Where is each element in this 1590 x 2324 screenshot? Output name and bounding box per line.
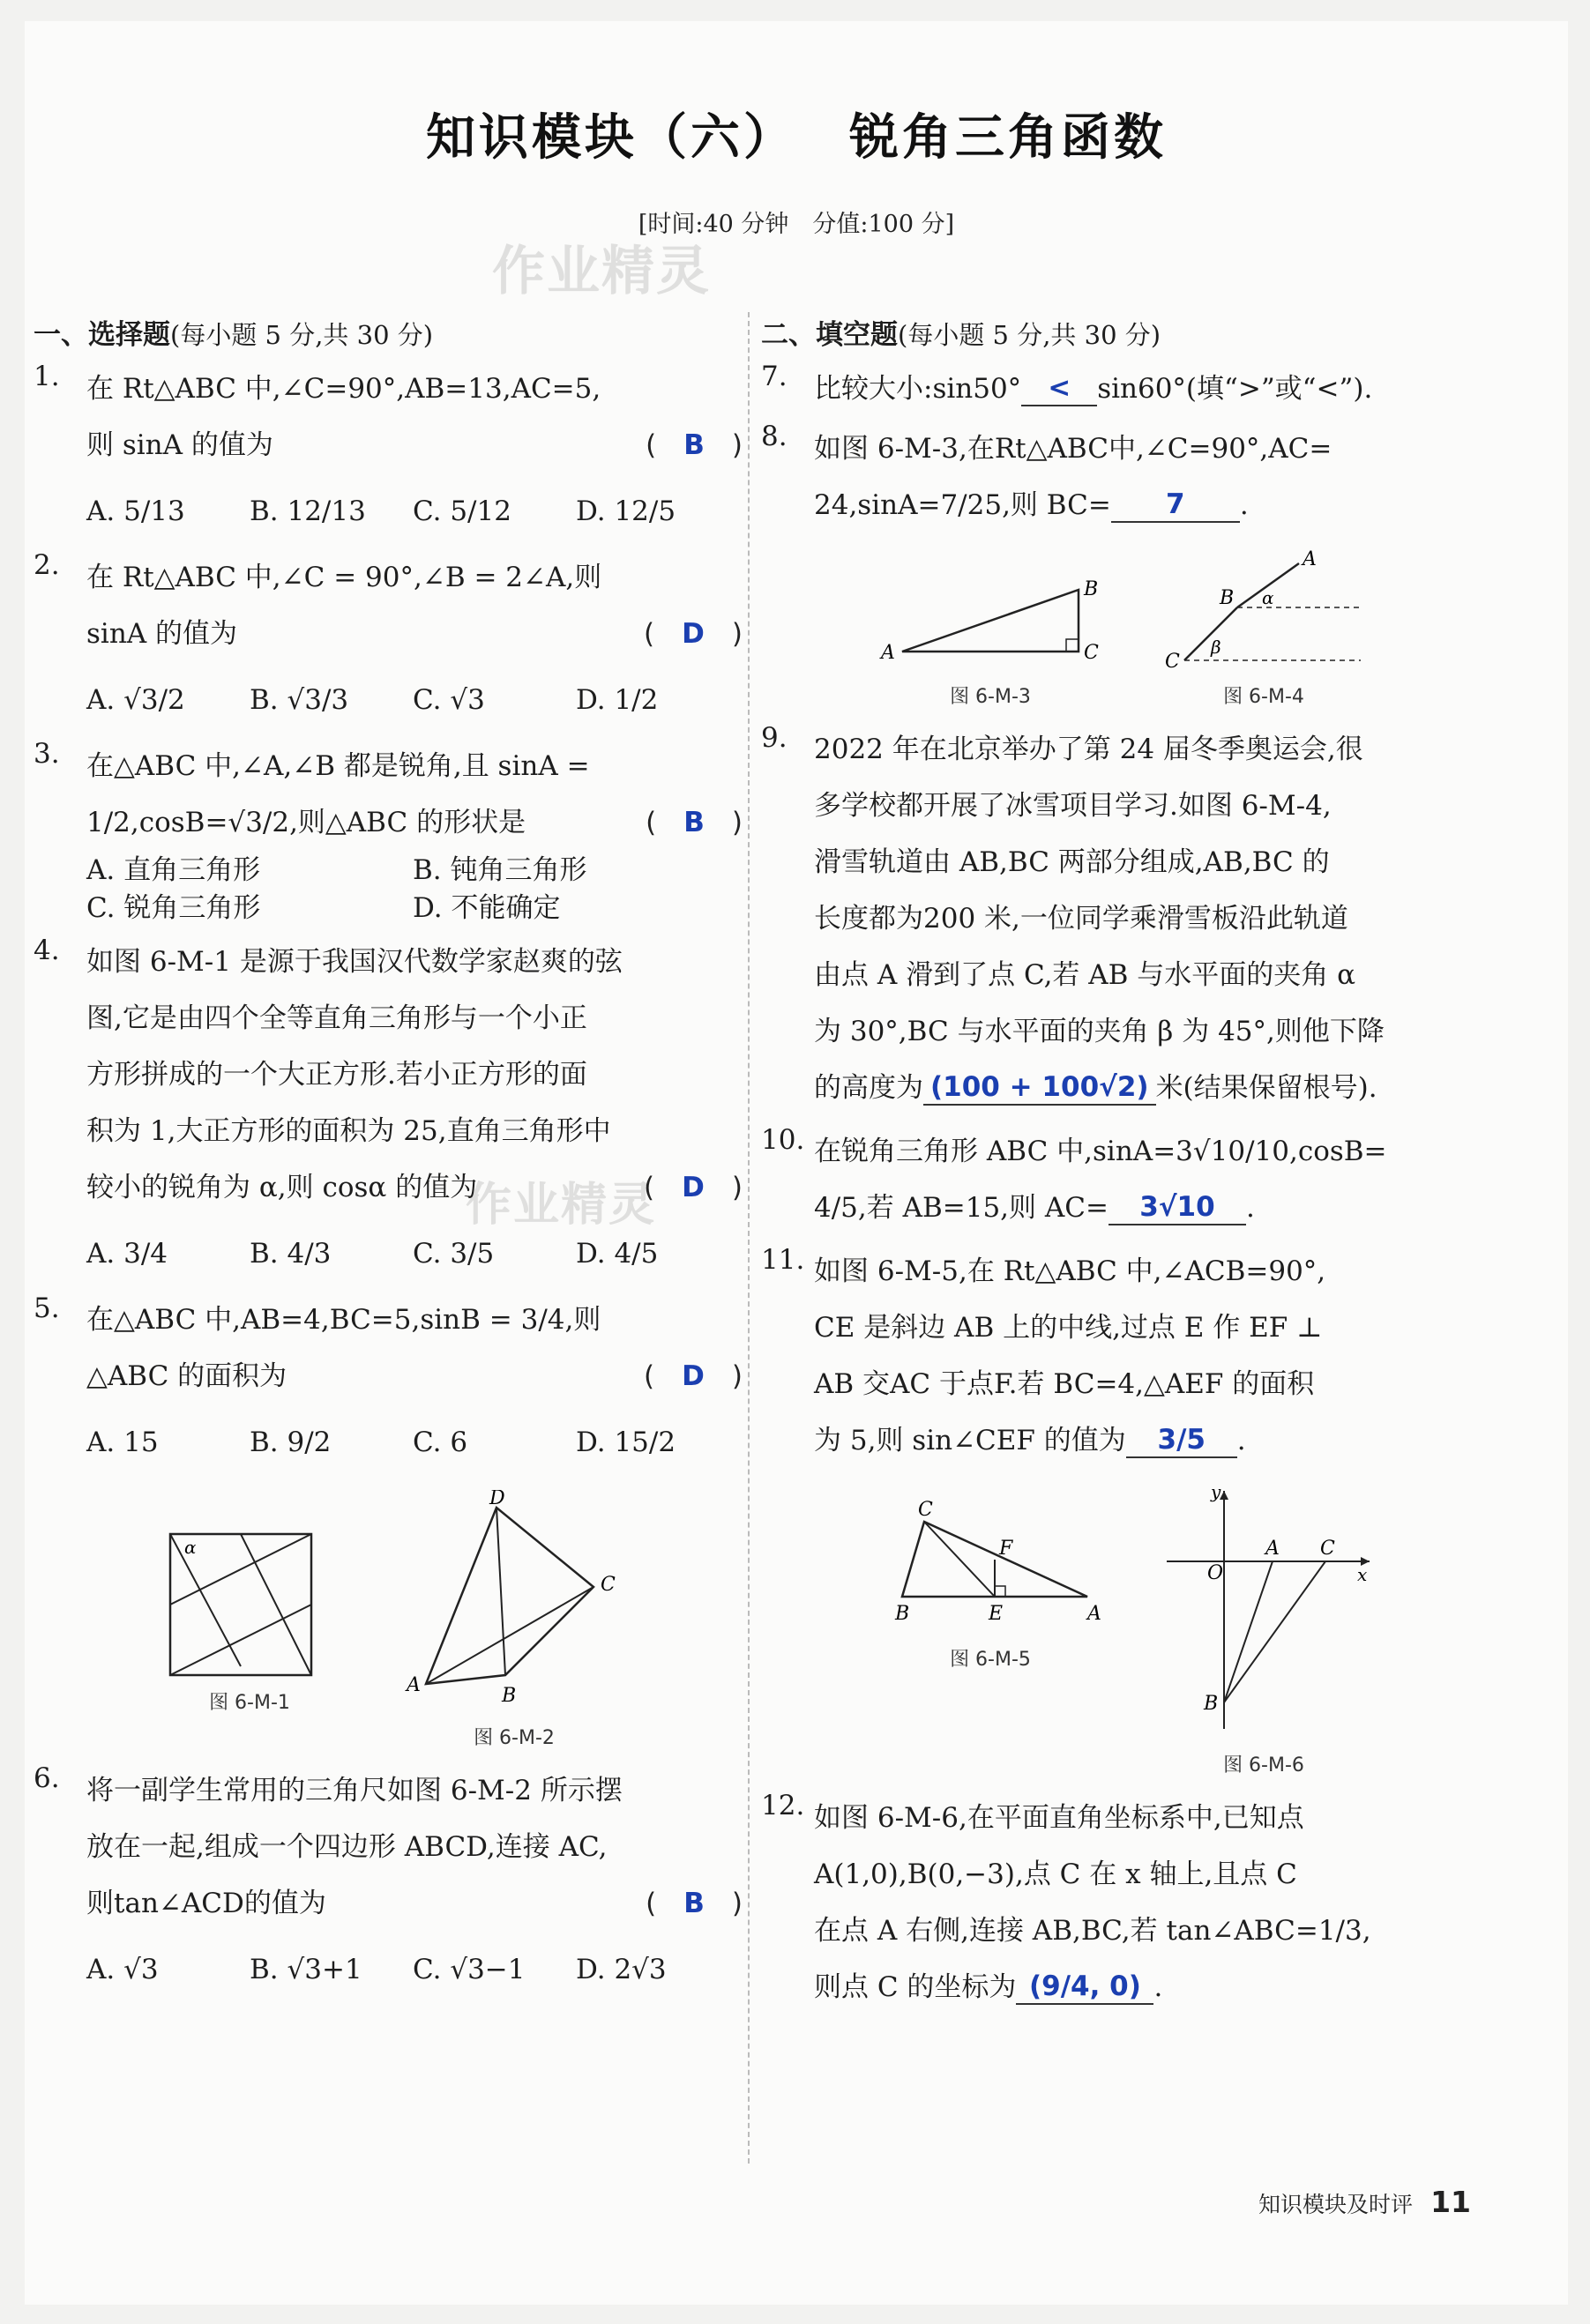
right-column [761, 312, 1493, 2019]
page [25, 21, 1568, 2305]
answer-8: 7 [1111, 488, 1240, 523]
answer-12: (9/4, 0) [1016, 1970, 1153, 2005]
svg-text:C: C [1084, 642, 1099, 665]
figures-5-6 [761, 1482, 1493, 1778]
section-fill-title: 二、填空题(每小题 5 分,共 30 分) [761, 319, 1161, 351]
answer-2: ( D ) [644, 617, 743, 650]
question-4: 4. 如图 6-M-1 是源于我国汉代数学家赵爽的弦 图,它是由四个全等直角三角形与一个小正 方形拼成的一个大正方形.若小正方形的面 积为 1,大正方形的面积为 25,直角三角形中 较小的锐角为 α,则 cosα 的值为 ( D ) [34, 934, 743, 1203]
right-triangle-diagram [876, 546, 1105, 678]
options-1: A. 5/13 B. 12/13 C. 5/12 D. 12/5 [86, 495, 676, 527]
options-5: A. 15 B. 9/2 C. 6 D. 15/2 [86, 1426, 676, 1458]
question-3: 3. 在△ABC 中,∠A,∠B 都是锐角,且 sinA = 1/2,cosB=√3/2,则△ABC 的形状是 ( B ) [34, 738, 743, 838]
answer-7: < [1021, 372, 1097, 406]
options-2: A. √3/2 B. √3/3 C. √3 D. 1/2 [86, 683, 659, 716]
figure-6-M-2: D A B C 图 6-M-2 [399, 1490, 629, 1751]
svg-text:α: α [1262, 587, 1274, 609]
question-7: 7. 比较大小:sin50° < sin60°(填“>”或“<”). [761, 361, 1493, 417]
svg-text:E: E [989, 1602, 1004, 1625]
question-9: 9. 2022 年在北京举办了第 24 届冬季奥运会,很 多学校都开展了冰雪项目学习.如图 6-M-4, 滑雪轨道由 AB,BC 两部分组成,AB,BC 的 长度都为200 米,一位同学乘滑雪板沿此轨道 由点 A 滑到了点 C,若 AB 与水平面的夹角 α 为 30°,BC 与水平面的夹角 β 为 45°,则他下降 的高度为 (100 + 100√2) 米(结果保留根号). [761, 722, 1493, 1117]
options-3: A. 直角三角形 B. 钝角三角形 C. 锐角三角形 D. 不能确定 [86, 854, 587, 925]
time-score-note: [时间:40 分钟 分值:100 分] [638, 211, 955, 238]
figures-1-2 [34, 1490, 739, 1751]
section-choice-title: 一、选择题(每小题 5 分,共 30 分) [34, 319, 434, 351]
svg-text:F: F [999, 1537, 1013, 1560]
answer-5: ( D ) [644, 1359, 743, 1392]
footer: 知识模块及时评 11 [1258, 2185, 1471, 2219]
svg-text:A: A [1303, 548, 1317, 571]
figure-6-M-5: C B E A F 图 6-M-5 [876, 1482, 1105, 1778]
svg-text:A: A [881, 642, 895, 665]
svg-text:A: A [1265, 1537, 1280, 1560]
svg-text:x: x [1357, 1563, 1368, 1585]
svg-text:α: α [184, 1536, 197, 1558]
svg-text:B: B [1220, 587, 1235, 610]
question-2: 2. 在 Rt△ABC 中,∠C = 90°,∠B = 2∠A,则 sinA 的值为 ( D ) [34, 549, 743, 650]
question-12: 12. 如图 6-M-6,在平面直角坐标系中,已知点 A(1,0),B(0,−3),点 C 在 x 轴上,且点 C 在点 A 右侧,连接 AB,BC,若 tan∠ABC=1/3, 则点 C 的坐标为 (9/4, 0) . [761, 1790, 1493, 2015]
watermark: 作业精灵 [466, 1179, 657, 1232]
question-1: 1. 在 Rt△ABC 中,∠C=90°,AB=13,AC=5, 则 sinA 的值为 ( B ) [34, 361, 743, 461]
svg-text:B: B [502, 1684, 517, 1707]
options-4: A. 3/4 B. 4/3 C. 3/5 D. 4/5 [86, 1237, 659, 1270]
svg-text:C: C [1320, 1537, 1335, 1560]
question-5: 5. 在△ABC 中,AB=4,BC=5,sinB = 3/4,则 △ABC 的面积为 ( D ) [34, 1292, 743, 1392]
answer-6: ( B ) [646, 1887, 743, 1919]
svg-text:B: B [895, 1602, 910, 1625]
question-6: 6. 将一副学生常用的三角尺如图 6-M-2 所示摆 放在一起,组成一个四边形 ABCD,连接 AC, 则tan∠ACD的值为 ( B ) [34, 1762, 743, 1919]
page-title [25, 99, 1568, 169]
answer-3: ( B ) [646, 806, 743, 838]
svg-text:β: β [1211, 637, 1221, 659]
svg-text:C: C [601, 1573, 616, 1596]
svg-text:B: B [1204, 1692, 1219, 1715]
coordinate-diagram [1149, 1482, 1378, 1747]
column-divider [748, 312, 750, 2164]
triangle-rulers-diagram [399, 1490, 629, 1719]
figure-6-M-6: O A C B x y 图 6-M-6 [1149, 1482, 1378, 1778]
question-11: 11. 如图 6-M-5,在 Rt△ABC 中,∠ACB=90°, CE 是斜边 AB 上的中线,过点 E 作 EF ⊥ AB 交AC 于点F.若 BC=4,△AEF 的面积 为 5,则 sin∠CEF 的值为 3/5 . [761, 1244, 1493, 1470]
answer-9: (100 + 100√2) [923, 1071, 1156, 1106]
question-8: 8. 如图 6-M-3,在Rt△ABC中,∠C=90°,AC= 24,sinA=7/25,则 BC= 7 . [761, 421, 1493, 533]
answer-4: ( D ) [644, 1171, 743, 1203]
triangle-median-diagram [876, 1482, 1105, 1641]
answer-11: 3/5 [1126, 1424, 1237, 1458]
svg-text:D: D [489, 1489, 505, 1509]
question-10: 10. 在锐角三角形 ABC 中,sinA=3√10/10,cosB= 4/5,若 AB=15,则 AC= 3√10 . [761, 1124, 1493, 1237]
svg-text:O: O [1207, 1561, 1224, 1584]
page-number: 11 [1430, 2185, 1471, 2219]
svg-text:B: B [1084, 578, 1099, 601]
title-left: 知识模块（六） [426, 109, 796, 167]
svg-text:y: y [1211, 1481, 1221, 1502]
title-right: 锐角三角函数 [849, 109, 1167, 167]
ski-track-diagram [1149, 546, 1378, 678]
answer-10: 3√10 [1109, 1191, 1246, 1225]
options-6: A. √3 B. √3+1 C. √3−1 D. 2√3 [86, 1953, 667, 1985]
zhao-shuang-diagram [144, 1490, 355, 1684]
figure-6-M-3: A C B 图 6-M-3 [876, 546, 1105, 710]
svg-text:A: A [407, 1673, 421, 1696]
svg-text:A: A [1087, 1602, 1101, 1625]
svg-text:C: C [1165, 651, 1180, 674]
left-column [34, 312, 743, 2004]
figure-6-M-4: A B C α β 图 6-M-4 [1149, 546, 1378, 710]
watermark: 作业精灵 [492, 241, 711, 302]
svg-text:C: C [918, 1498, 933, 1521]
figures-3-4 [761, 546, 1493, 710]
figure-6-M-1: α 图 6-M-1 [144, 1490, 355, 1751]
answer-1: ( B ) [646, 428, 743, 461]
